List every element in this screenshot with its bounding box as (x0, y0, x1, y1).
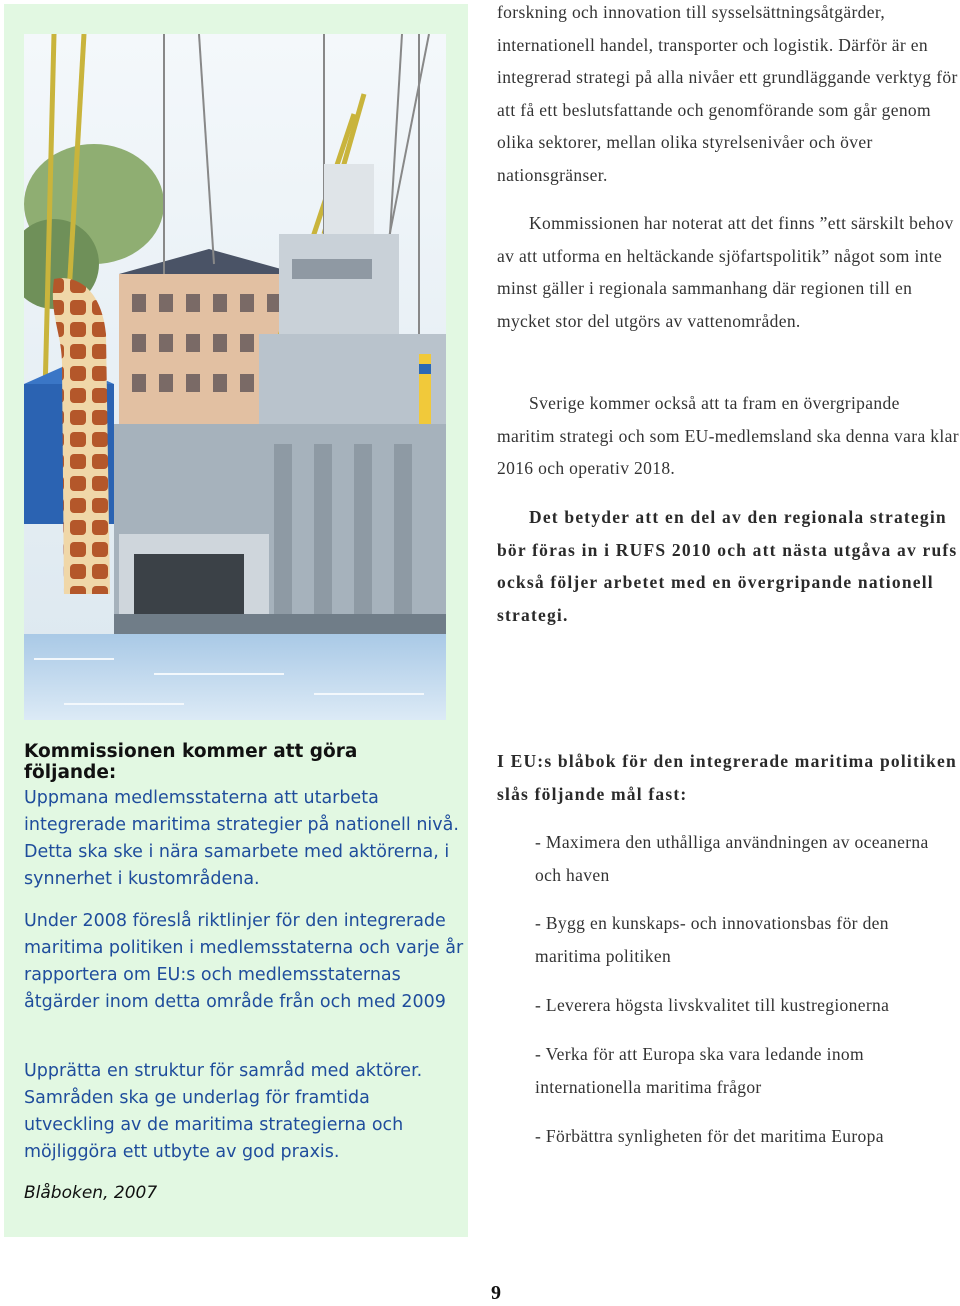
harbor-photo (24, 34, 446, 720)
goal-item: - Bygg en kunskaps- och innovationsbas för den maritima politiken (535, 913, 889, 966)
page-number: 9 (491, 1282, 501, 1304)
goal-item: - Leverera högsta livskvalitet till kustregionerna (535, 995, 890, 1015)
sidebar-title: Kommissionen kommer att göra följande: (24, 741, 358, 783)
goal-item: - Förbättra synligheten för det maritima Europa (535, 1126, 884, 1146)
paragraph-sweden: Sverige kommer också att ta fram en övergripande maritim strategi och som EU-medlemsland ska denna vara klar 2016 och operativ 2018. (497, 393, 959, 478)
paragraph-top: forskning och innovation till sysselsättningsåtgärder, internationell handel, transporter och logistik. Därför är en integrerad strategi på alla nivåer ett grundläggande verktyg för att få ett beslutsfattande och genomförande som går genom olika sektorer, mellan olika styrelsenivåer och över nationsgränser. (497, 2, 958, 185)
goals-intro: I EU:s blåbok för den integrerade maritima politiken slås följande mål fast: (497, 751, 957, 804)
sidebar-item: Uppmana medlemsstaterna att utarbeta integrerade maritima strategier på nationell nivå. Detta ska ske i nära samarbete med aktörerna, i synnerhet i kustområdena. (24, 788, 459, 889)
paragraph-commission: Kommissionen har noterat att det finns ”ett särskilt behov av att utforma en heltäckande sjöfartspolitik” något som inte minst gäller i regionala sammanhang där regionen till en mycket stor del utgörs av vattenområden. (497, 213, 954, 331)
paragraph-rufs: Det betyder att en del av den regionala strategin bör föras in i RUFS 2010 och att nästa utgåva av rufs också följer arbetet med en övergripande nationell strategi. (497, 507, 958, 625)
sidebar-item: Under 2008 föreslå riktlinjer för den integrerade maritima politiken i medlemsstaterna och varje år rapportera om EU:s och medlemsstaternas åtgärder inom detta område från och med 2009 (24, 911, 464, 1012)
goal-item: - Verka för att Europa ska vara ledande inom internationella maritima frågor (535, 1044, 864, 1097)
goal-item: - Maximera den uthålliga användningen av oceanerna och haven (535, 832, 929, 885)
sidebar-item: Upprätta en struktur för samråd med aktörer. Samråden ska ge underlag för framtida utveckling av de maritima strategierna och möjliggöra ett utbyte av god praxis. (24, 1061, 423, 1162)
sidebar-source: Blåboken, 2007 (24, 1183, 158, 1203)
